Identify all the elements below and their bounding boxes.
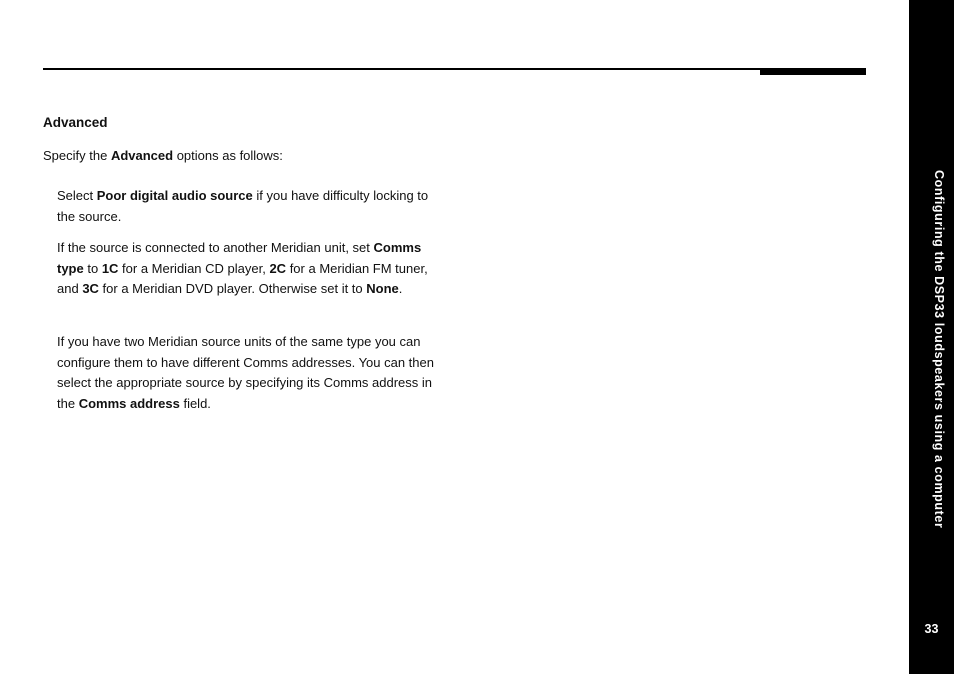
value-2c: 2C	[269, 260, 287, 276]
page-number: 33	[924, 622, 939, 636]
intro-bold: Advanced	[110, 148, 174, 163]
header-rule-accent	[760, 68, 866, 75]
section-heading: Advanced	[43, 115, 108, 130]
text: field.	[179, 396, 211, 412]
option-comms-type: Comms type	[57, 240, 422, 276]
intro-text-end: options as follows:	[173, 148, 283, 163]
value-none: None	[366, 281, 399, 297]
header-rule	[43, 68, 866, 70]
value-3c: 3C	[82, 281, 99, 297]
text: Select	[57, 188, 97, 203]
paragraph-comms-address	[57, 332, 442, 415]
intro-text: Specify the	[43, 148, 111, 163]
value-1c: 1C	[101, 260, 119, 276]
text: if you have difficulty locking to the source.	[57, 188, 429, 224]
paragraph-comms-type	[57, 238, 442, 300]
option-poor-digital-audio-source: Poor digital audio source	[96, 188, 253, 203]
text: for a Meridian DVD player. Otherwise set it to	[98, 281, 367, 297]
text: for a Meridian CD player,	[118, 260, 270, 276]
text: for a Meridian FM tuner, and	[57, 260, 428, 297]
field-comms-address: Comms address	[78, 396, 180, 412]
text: If you have two Meridian source units of the same type you can configure them to have different Comms addresses. You can then select the appropriate source by specifying its Comms address in the	[57, 334, 434, 412]
intro-paragraph	[43, 146, 283, 167]
text: .	[398, 281, 403, 297]
text: If the source is connected to another Meridian unit, set	[57, 240, 374, 255]
chapter-title: Configuring the DSP33 loudspeakers using a computer	[932, 170, 946, 529]
paragraph-digital-source	[57, 186, 442, 227]
text: to	[83, 260, 102, 276]
